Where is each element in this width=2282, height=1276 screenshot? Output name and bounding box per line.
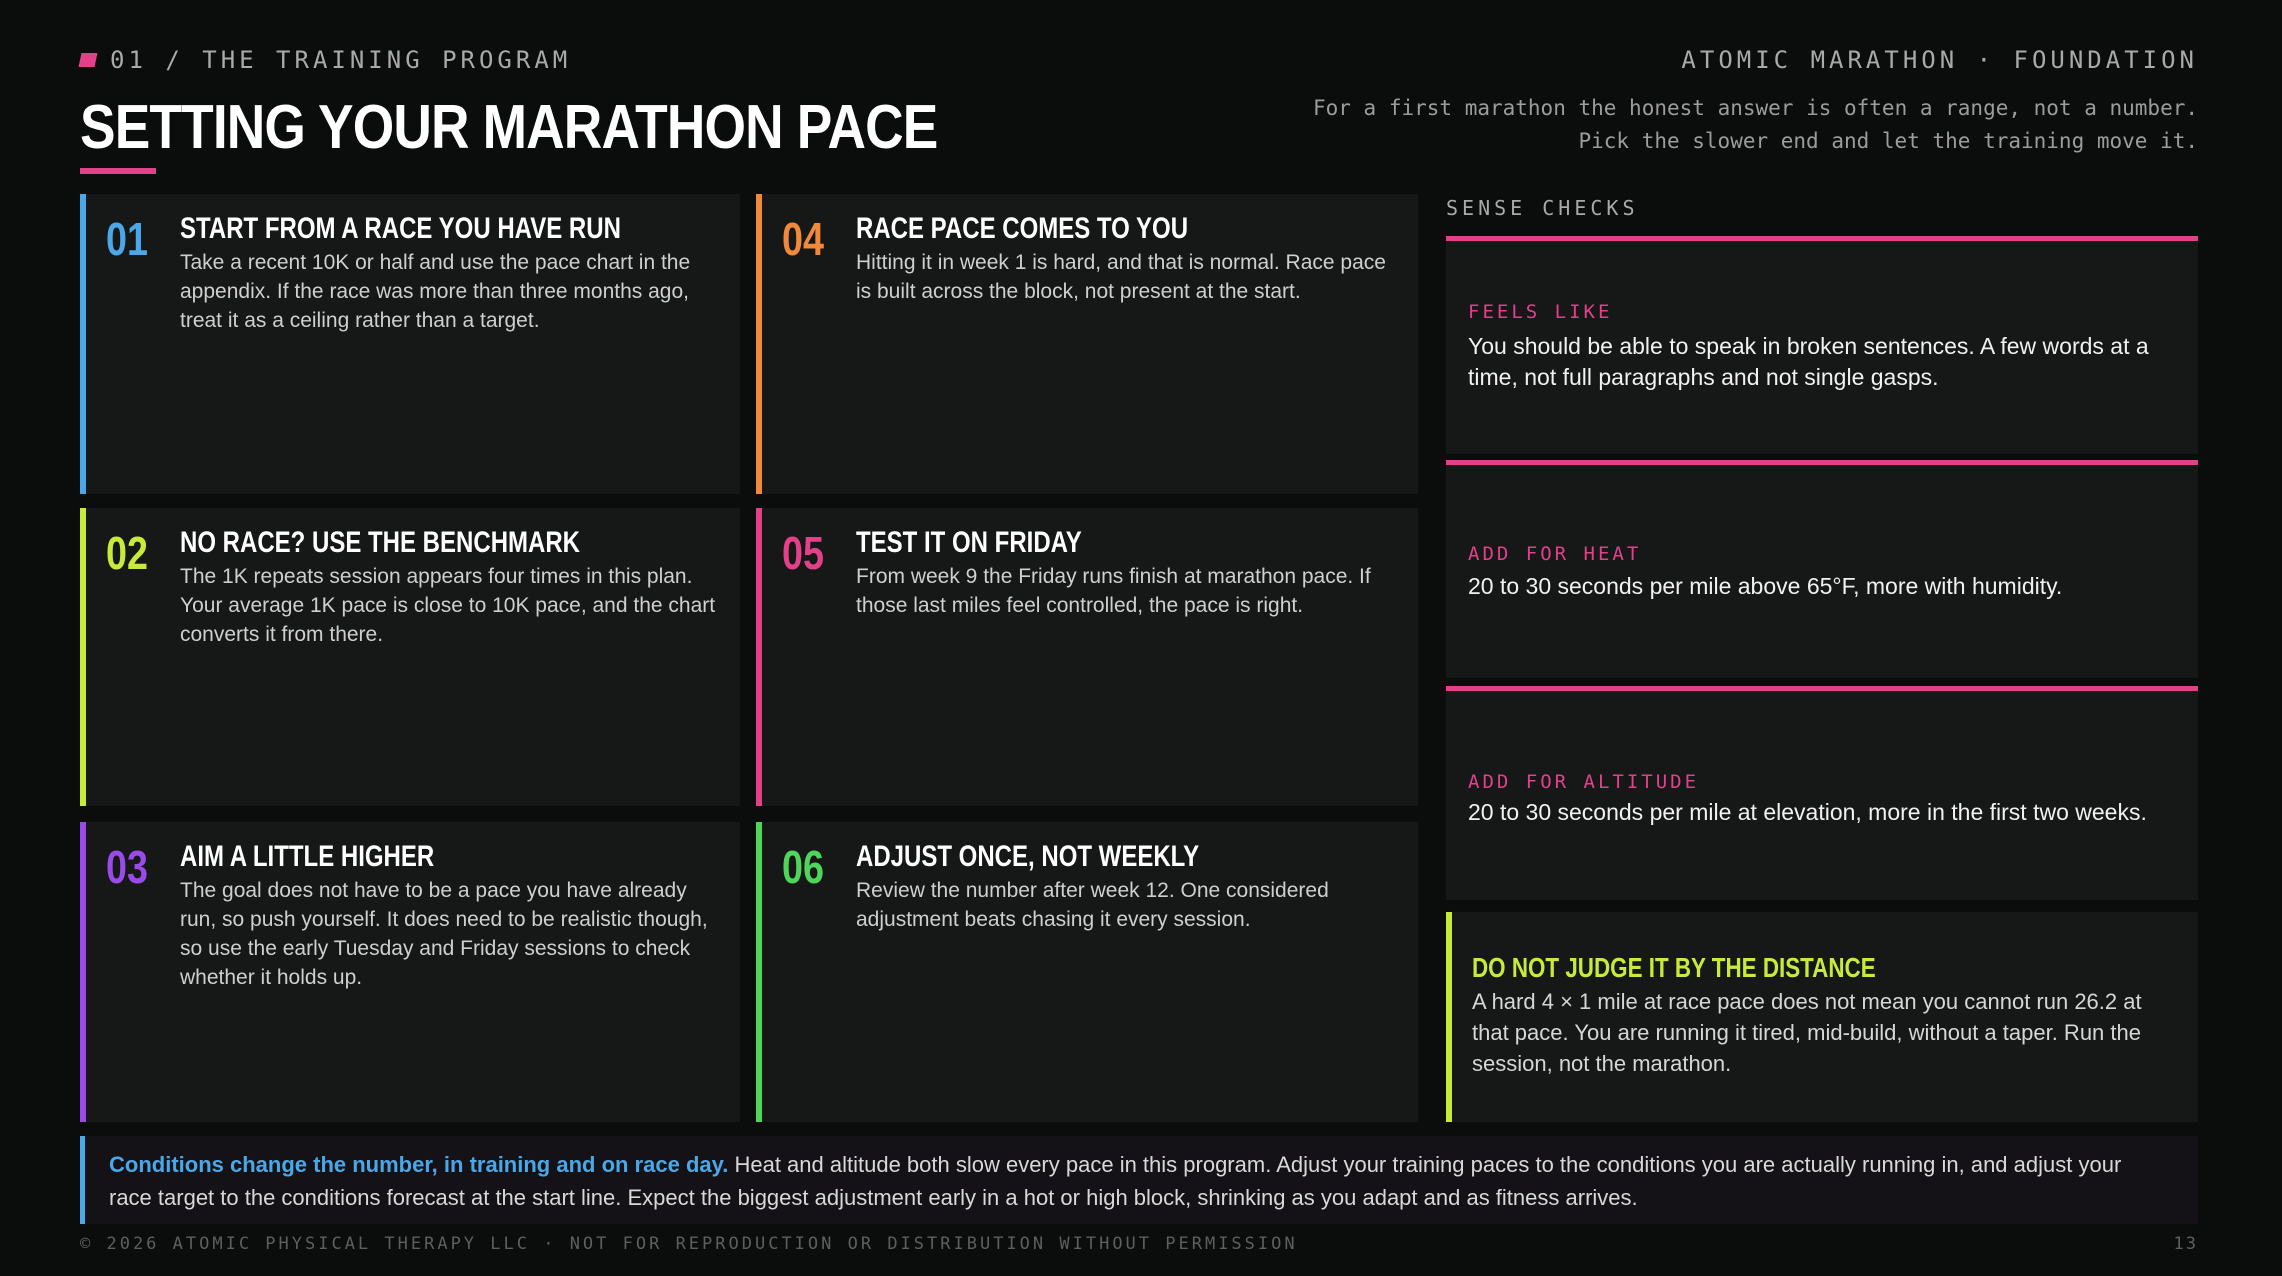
sense-check-body: 20 to 30 seconds per mile at elevation, more in the first two weeks. bbox=[1468, 799, 2147, 825]
tip-card-01 bbox=[80, 194, 740, 494]
card-number: 03 bbox=[106, 841, 148, 893]
card-body: Hitting it in week 1 is hard, and that is normal. Race pace is built across the block, not present at the start. bbox=[856, 251, 1386, 303]
sense-checks-heading: SENSE CHECKS bbox=[1446, 196, 1639, 220]
card-body: From week 9 the Friday runs finish at marathon pace. If those last miles feel controlled, the pace is right. bbox=[856, 565, 1371, 617]
card-number: 01 bbox=[106, 213, 148, 265]
note-lead: Conditions change the number, in training and on race day. bbox=[109, 1152, 729, 1177]
tip-card-02 bbox=[80, 508, 740, 806]
sense-check-label: ADD FOR HEAT bbox=[1468, 543, 1642, 565]
card-number: 06 bbox=[782, 841, 824, 893]
intro-line-1: For a first marathon the honest answer is often a range, not a number. bbox=[1312, 96, 2198, 120]
brand-label: ATOMIC MARATHON · FOUNDATION bbox=[1681, 46, 2198, 74]
intro-line-2: Pick the slower end and let the training move it. bbox=[1578, 129, 2198, 153]
sense-check-altitude bbox=[1446, 686, 2198, 900]
card-body: The goal does not have to be a pace you have already run, so push yourself. It does need to be realistic though, so use the early Tuesday and Friday sessions to check whether it holds up. bbox=[180, 879, 708, 989]
card-title: RACE PACE COMES TO YOU bbox=[856, 212, 1189, 245]
page-title: SETTING YOUR MARATHON PACE bbox=[80, 93, 938, 162]
section-kicker bbox=[80, 46, 571, 74]
title-underline bbox=[80, 168, 156, 174]
card-title: NO RACE? USE THE BENCHMARK bbox=[180, 526, 581, 559]
card-number: 04 bbox=[782, 213, 824, 265]
warning-body: A hard 4 × 1 mile at race pace does not mean you cannot run 26.2 at that pace. You are running it tired, mid-build, without a taper. Run the session, not the marathon. bbox=[1472, 989, 2142, 1076]
card-title: START FROM A RACE YOU HAVE RUN bbox=[180, 212, 621, 245]
note-body: Heat and altitude both slow every pace in this program. Adjust your training paces to the conditions you are actually running in, and adjust your race target to the conditions forecast at the start line. Expect the biggest adjustment early in a hot or high block, shrinking as you adapt and as fitness arrives. bbox=[109, 1152, 2122, 1210]
tip-card-06 bbox=[756, 822, 1418, 1122]
card-title: AIM A LITTLE HIGHER bbox=[180, 840, 435, 873]
sense-check-body: 20 to 30 seconds per mile above 65°F, more with humidity. bbox=[1468, 573, 2063, 599]
tip-card-05 bbox=[756, 508, 1418, 806]
kicker-text: 01 / THE TRAINING PROGRAM bbox=[110, 46, 572, 74]
card-number: 05 bbox=[782, 527, 824, 579]
warning-callout bbox=[1446, 912, 2198, 1122]
page-number: 13 bbox=[2173, 1234, 2198, 1254]
pink-square-icon bbox=[79, 53, 98, 67]
card-body: The 1K repeats session appears four times in this plan. Your average 1K pace is close to 10K pace, and the chart converts it from there. bbox=[180, 565, 716, 646]
card-title: ADJUST ONCE, NOT WEEKLY bbox=[856, 840, 1200, 873]
card-body: Take a recent 10K or half and use the pace chart in the appendix. If the race was more than three months ago, treat it as a ceiling rather than a target. bbox=[180, 251, 691, 332]
copyright-footer: © 2026 ATOMIC PHYSICAL THERAPY LLC · NOT FOR REPRODUCTION OR DISTRIBUTION WITHOUT PERMISSION bbox=[80, 1234, 1298, 1254]
sense-check-feels-like bbox=[1446, 236, 2198, 454]
card-title: TEST IT ON FRIDAY bbox=[856, 526, 1082, 559]
warning-title: DO NOT JUDGE IT BY THE DISTANCE bbox=[1472, 952, 1876, 983]
tip-card-03 bbox=[80, 822, 740, 1122]
sense-check-body: You should be able to speak in broken sentences. A few words at a time, not full paragraphs and not single gasps. bbox=[1468, 333, 2149, 390]
card-number: 02 bbox=[106, 527, 148, 579]
conditions-note bbox=[80, 1136, 2198, 1224]
sense-check-label: FEELS LIKE bbox=[1468, 301, 1613, 323]
sense-check-label: ADD FOR ALTITUDE bbox=[1468, 771, 1700, 793]
sense-check-heat bbox=[1446, 460, 2198, 678]
note-text bbox=[109, 1148, 2158, 1214]
tip-card-04 bbox=[756, 194, 1418, 494]
card-body: Review the number after week 12. One considered adjustment beats chasing it every session. bbox=[856, 879, 1329, 931]
intro-text bbox=[1198, 92, 2198, 158]
